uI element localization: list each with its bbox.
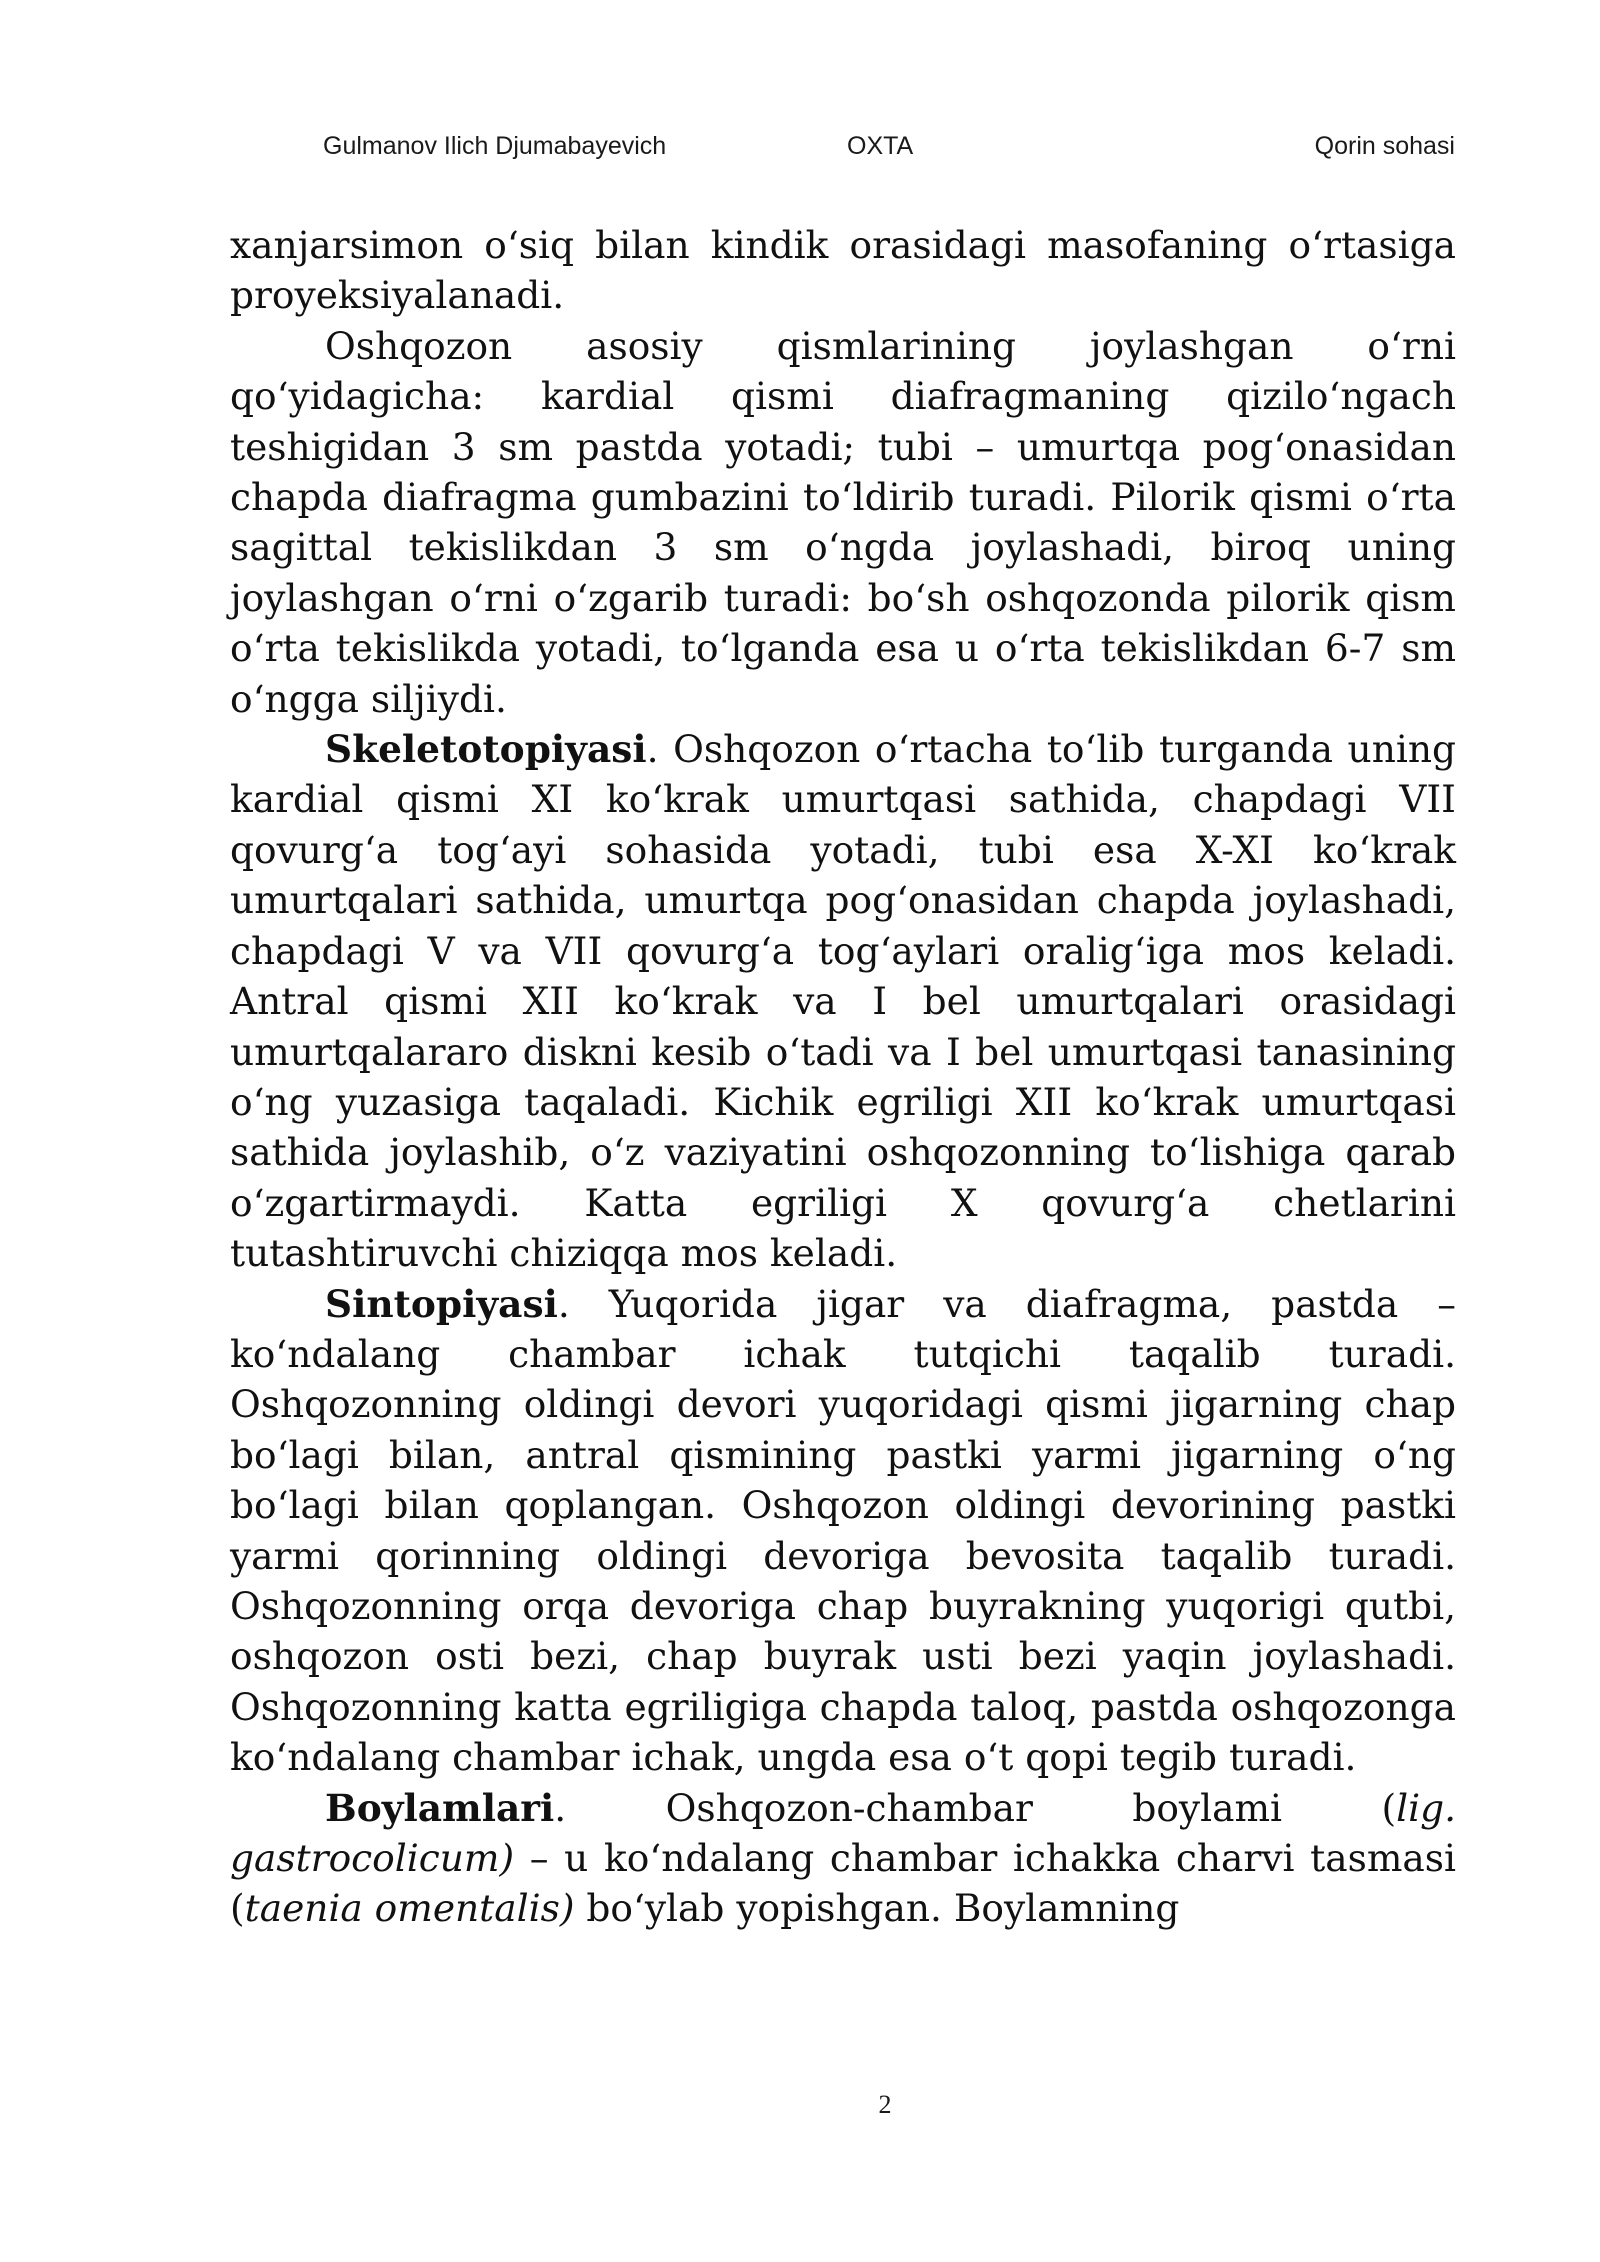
- running-header: [323, 132, 1455, 166]
- body-text: [230, 220, 1456, 1934]
- header-author: Gulmanov Ilich Djumabayevich: [323, 132, 667, 160]
- heading-syntopy: Sintopiyasi: [325, 1281, 558, 1326]
- heading-skeletotopy: Skeletotopiyasi: [325, 727, 647, 772]
- header-title: OXTA: [847, 132, 914, 160]
- paragraph-ligaments: [230, 1783, 1456, 1934]
- syntopy-text: . Yuqorida jigar va diafragma, pastda – ko‘ndalang chambar ichak tutqichi taqalib turadi. Oshqozonning oldingi devori yuqoridagi qismi jigarning chap bo‘lagi bilan, antral qismining pastki yarmi jigarning o‘ng bo‘lagi bilan qoplangan. Oshqozon oldingi devorining pastki yarmi qorinning oldingi devoriga bevosita taqalib turadi. Oshqozonning orqa devoriga chap buyrakning yuqorigi qutbi, oshqozon osti bezi, chap buyrak usti bezi yaqin joylashadi. Oshqozonning katta egriligiga chapda taloq, pastda oshqozonga ko‘ndalang chambar ichak, ungda esa o‘t qopi tegib turadi.: [230, 1281, 1456, 1780]
- paragraph-syntopy: [230, 1279, 1456, 1783]
- heading-ligaments: Boylamlari: [325, 1785, 555, 1830]
- latin-term-lig-gastrocolicum: lig. gastrocolicum): [230, 1785, 1456, 1880]
- skeletotopy-text: . Oshqozon o‘rtacha to‘lib turganda uning kardial qismi XI ko‘krak umurtqasi sathida, chapdagi VII qovurg‘a tog‘ayi sohasida yotadi, tubi esa X-XI ko‘krak umurtqalari sathida, umurtqa pog‘onasidan chapda joylashadi, chapdagi V va VII qovurg‘a tog‘aylari oralig‘iga mos keladi. Antral qismi XII ko‘krak va I bel umurtqalari orasidagi umurtqalararo diskni kesib o‘tadi va I bel umurtqasi tanasining o‘ng yuzasiga taqaladi. Kichik egriligi XII ko‘krak umurtqasi sathida joylashib, o‘z vaziyatini oshqozonning to‘lishiga qarab o‘zgartirmaydi. Katta egriligi X qovurg‘a chetlarini tutashtiruvchi chiziqqa mos keladi.: [230, 727, 1456, 1276]
- header-section: Qorin sohasi: [1314, 132, 1455, 160]
- ligaments-text-c: bo‘ylab yopishgan. Boylamning: [574, 1886, 1180, 1931]
- page-number: 2: [878, 2090, 892, 2119]
- ligaments-text-a: . Oshqozon-chambar boylami (: [554, 1785, 1397, 1830]
- paragraph-stomach-parts: Oshqozon asosiy qismlarining joylashgan o‘rni qo‘yidagicha: kardial qismi diafragmaning qizilo‘ngach teshigidan 3 sm pastda yotadi; tubi – umurtqa pog‘onasidan chapda diafragma gumbazini to‘ldirib turadi. Pilorik qismi o‘rta sagittal tekislikdan 3 sm o‘ngda joylashadi, biroq uning joylashgan o‘rni o‘zgarib turadi: bo‘sh oshqozonda pilorik qism o‘rta tekislikda yotadi, to‘lganda esa u o‘rta tekislikdan 6-7 sm o‘ngga siljiydi.: [230, 323, 1456, 721]
- ligaments-text-b: – u ko‘ndalang chambar ichakka charvi tasmasi (: [230, 1836, 1456, 1931]
- paragraph-continuation: xanjarsimon o‘siq bilan kindik orasidagi masofaning o‘rtasiga proyeksiyalanadi.: [230, 223, 1456, 318]
- paragraph-skeletotopy: [230, 724, 1456, 1278]
- latin-term-taenia-omentalis: taenia omentalis): [244, 1886, 575, 1931]
